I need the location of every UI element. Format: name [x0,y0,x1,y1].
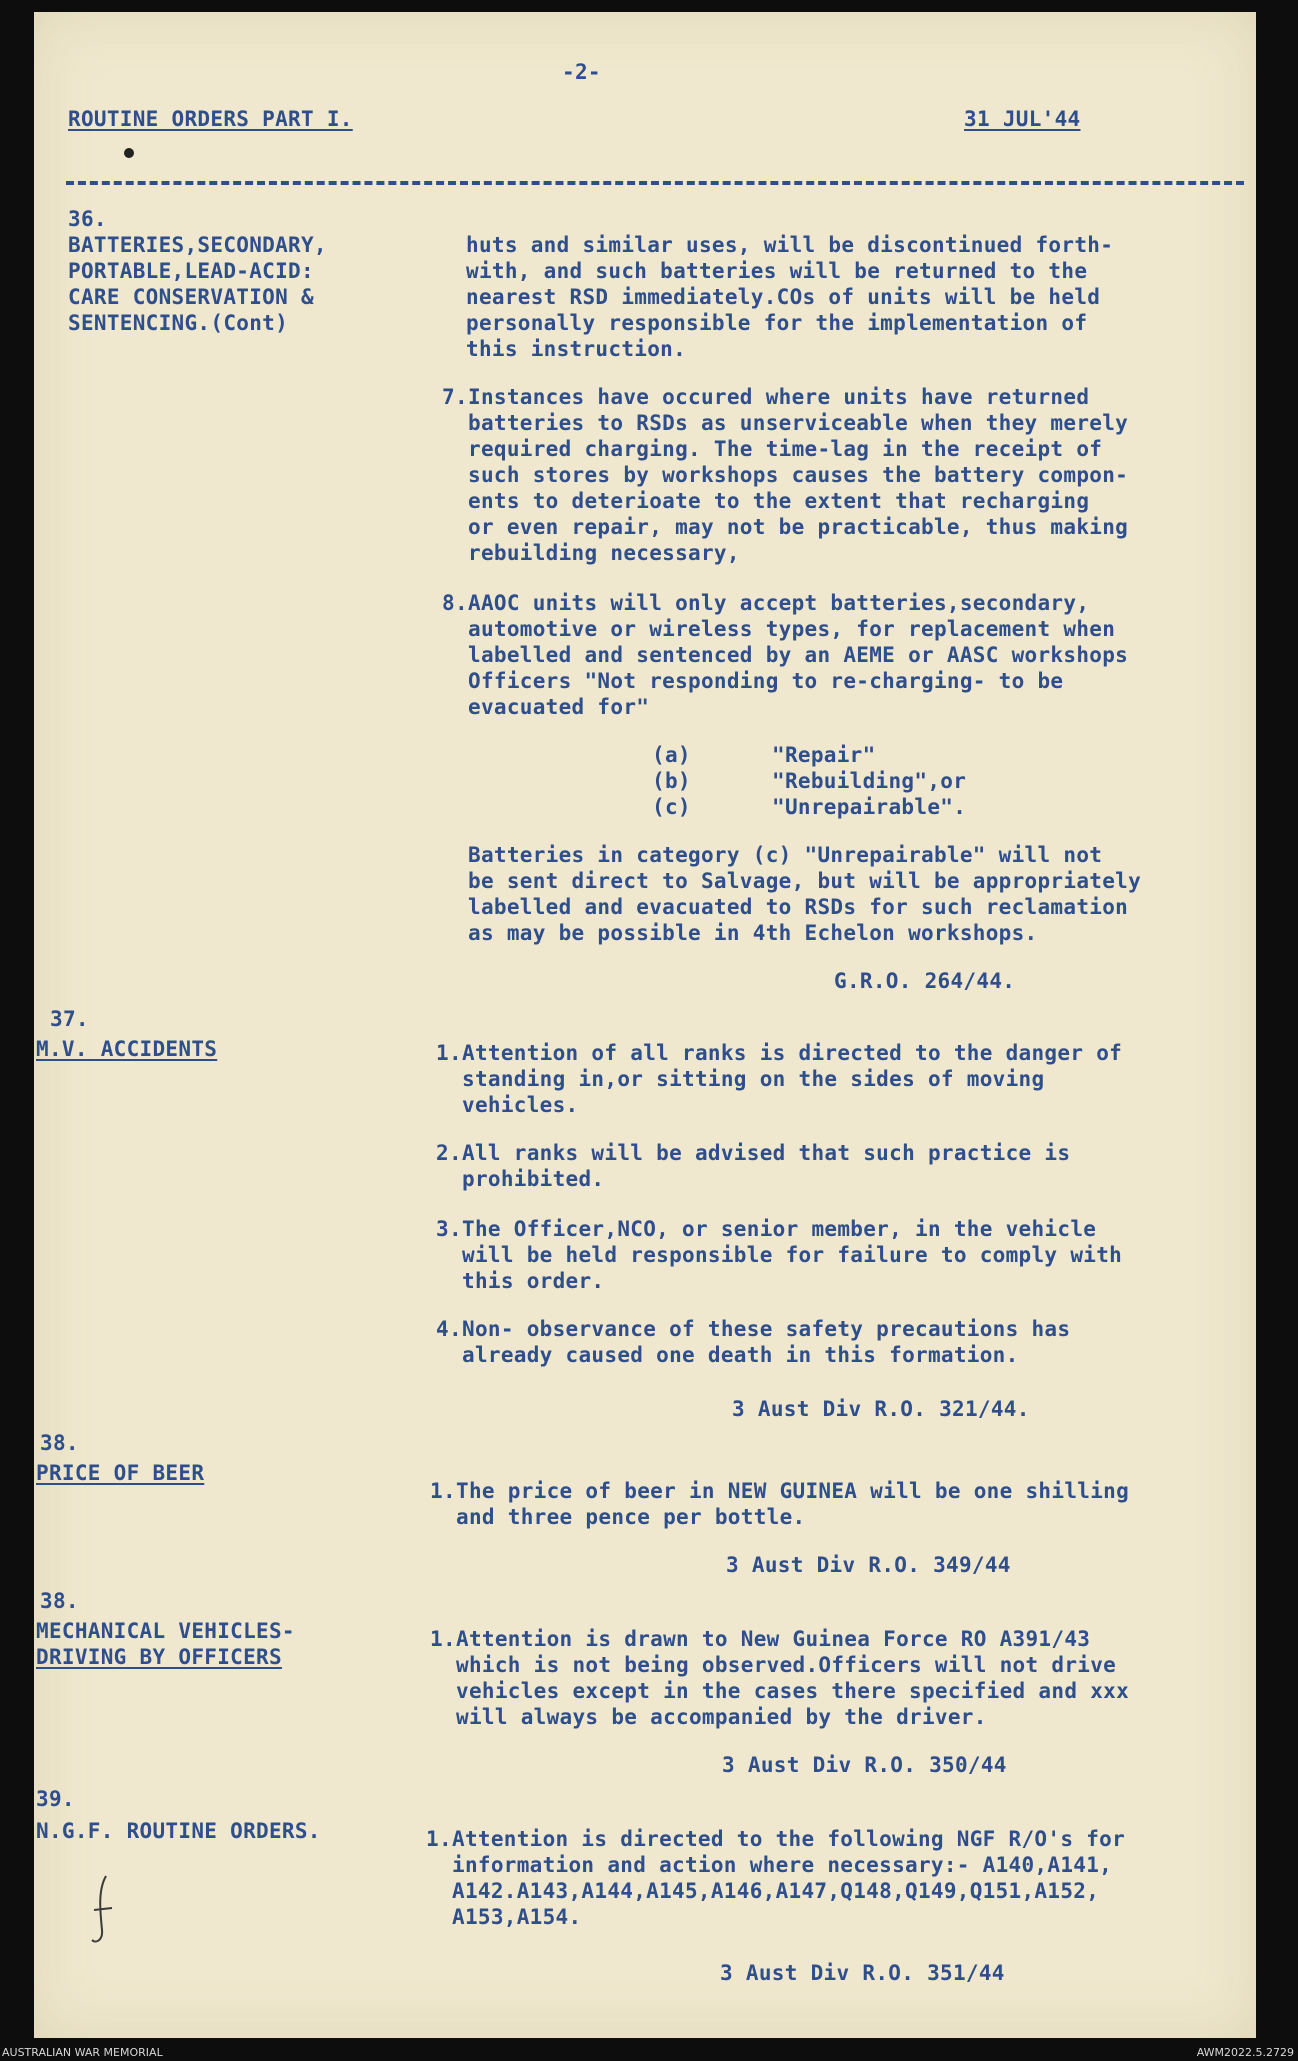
item-36-para-7-number: 7. [442,385,468,409]
page-number: -2- [562,60,601,84]
item-38b-heading-line: DRIVING BY OFFICERS [36,1645,282,1669]
item-38b-para-1-line: Attention is drawn to New Guinea Force RO A391/43 [456,1627,1091,1651]
item-36-para-8-line: labelled and sentenced by an AEME or AASC workshops [468,643,1129,667]
item-36-para-8-line: AAOC units will only accept batteries,secondary, [468,591,1090,615]
item-36-para-7-line: such stores by workshops causes the battery compon- [468,463,1129,487]
item-38-para-1-line: The price of beer in NEW GUINEA will be one shilling [456,1479,1130,1503]
item-37-para-3-line: The Officer,NCO, or senior member, in the vehicle [462,1217,1097,1241]
category-text: "Repair" [772,743,876,767]
item-36-para-8b-line: as may be possible in 4th Echelon workshops. [468,921,1038,945]
item-36-cont-line: huts and similar uses, will be discontinued forth- [466,233,1114,257]
item-37-number: 37. [50,1007,89,1031]
item-36-cont-line: nearest RSD immediately.COs of units will be held [466,285,1101,309]
item-38b-heading-line: MECHANICAL VEHICLES- [36,1619,295,1643]
item-38-para-1-number: 1. [430,1479,456,1503]
item-38b-para-1-line: will always be accompanied by the driver. [456,1705,987,1729]
category-text: "Rebuilding",or [772,769,967,793]
item-37-para-4-number: 4. [436,1317,462,1341]
item-36-cont-line: with, and such batteries will be returned to the [466,259,1088,283]
item-38b-para-1-line: vehicles except in the cases there specified and xxx [456,1679,1130,1703]
item-36-para-7-line: Instances have occured where units have returned [468,385,1090,409]
item-36-para-7-line: required charging. The time-lag in the receipt of [468,437,1103,461]
item-36-number: 36. [68,207,107,231]
item-37-para-1-number: 1. [436,1041,462,1065]
item-37-reference: 3 Aust Div R.O. 321/44. [732,1397,1030,1421]
item-36-heading-line: BATTERIES,SECONDARY, [68,233,327,257]
footer-accession-number: AWM2022.5.2729 [1196,2046,1294,2059]
category-letter: (c) [652,795,691,819]
item-36-heading-line: CARE CONSERVATION & [68,285,314,309]
item-39-heading: N.G.F. ROUTINE ORDERS. [36,1819,321,1843]
item-37-para-3-line: will be held responsible for failure to comply with [462,1243,1123,1267]
header-divider [66,181,1244,185]
item-37-para-1-line: Attention of all ranks is directed to the danger of [462,1041,1123,1065]
item-39-reference: 3 Aust Div R.O. 351/44 [720,1961,1005,1985]
item-36-heading-line: PORTABLE,LEAD-ACID: [68,259,314,283]
item-37-para-1-line: vehicles. [462,1093,579,1117]
item-39-para-1-line: A153,A154. [452,1905,582,1929]
item-36-para-7-line: or even repair, may not be practicable, thus making [468,515,1129,539]
item-36-para-8b-line: labelled and evacuated to RSDs for such reclamation [468,895,1129,919]
item-38b-para-1-line: which is not being observed.Officers will not drive [456,1653,1117,1677]
item-38b-para-1-number: 1. [430,1627,456,1651]
footer-source: AUSTRALIAN WAR MEMORIAL [2,2046,163,2059]
item-37-para-3-number: 3. [436,1217,462,1241]
item-38-reference: 3 Aust Div R.O. 349/44 [726,1553,1011,1577]
handwritten-mark [84,1870,124,1950]
category-letter: (a) [652,743,691,767]
item-37-para-4-line: Non- observance of these safety precautions has [462,1317,1071,1341]
item-36-para-8-line: evacuated for" [468,695,650,719]
item-39-para-1-line: information and action where necessary:- A140,A141, [452,1853,1113,1877]
item-36-para-7-line: rebuilding necessary, [468,541,740,565]
item-38-number: 38. [40,1431,79,1455]
item-36-para-8b-line: be sent direct to Salvage, but will be appropriately [468,869,1142,893]
item-37-para-3-line: this order. [462,1269,605,1293]
item-36-para-8b-line: Batteries in category (c) "Unrepairable" will not [468,843,1103,867]
item-37-heading: M.V. ACCIDENTS [36,1037,218,1061]
document-date: 31 JUL'44 [964,107,1081,131]
item-38-para-1-line: and three pence per bottle. [456,1505,806,1529]
item-38b-number: 38. [40,1589,79,1613]
item-36-para-8-number: 8. [442,591,468,615]
item-36-para-7-line: ents to deterioate to the extent that recharging [468,489,1090,513]
category-letter: (b) [652,769,691,793]
item-38b-reference: 3 Aust Div R.O. 350/44 [722,1753,1007,1777]
item-36-para-7-line: batteries to RSDs as unserviceable when they merely [468,411,1129,435]
item-36-heading-line: SENTENCING.(Cont) [68,311,289,335]
category-text: "Unrepairable". [772,795,967,819]
item-39-number: 39. [36,1787,75,1811]
item-39-para-1-line: A142.A143,A144,A145,A146,A147,Q148,Q149,Q151,A152, [452,1879,1100,1903]
item-37-para-2-number: 2. [436,1141,462,1165]
item-36-cont-line: personally responsible for the implementation of [466,311,1088,335]
item-37-para-2-line: All ranks will be advised that such practice is [462,1141,1071,1165]
item-36-cont-line: this instruction. [466,337,687,361]
ink-blot [120,144,140,164]
item-39-para-1-line: Attention is directed to the following NGF R/O's for [452,1827,1126,1851]
item-37-para-1-line: standing in,or sitting on the sides of moving [462,1067,1045,1091]
item-36-reference: G.R.O. 264/44. [834,969,1016,993]
item-37-para-2-line: prohibited. [462,1167,605,1191]
item-39-para-1-number: 1. [426,1827,452,1851]
item-36-para-8-line: Officers "Not responding to re-charging- to be [468,669,1064,693]
document-title: ROUTINE ORDERS PART I. [68,107,353,131]
item-36-para-8-line: automotive or wireless types, for replacement when [468,617,1116,641]
item-37-para-4-line: already caused one death in this formation. [462,1343,1019,1367]
item-38-heading: PRICE OF BEER [36,1461,205,1485]
